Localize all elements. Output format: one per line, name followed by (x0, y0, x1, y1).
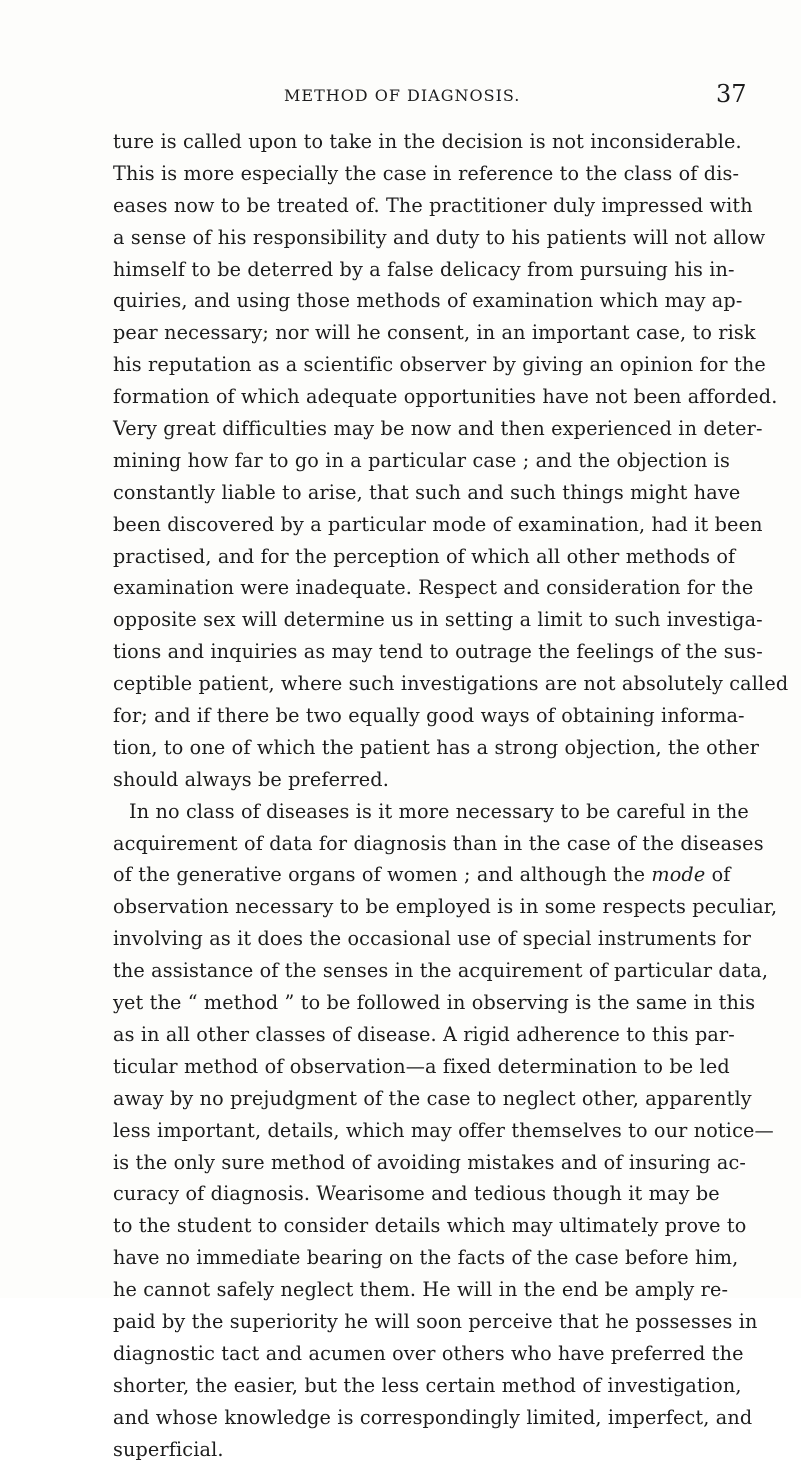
text-line: opposite sex will determine us in setting a limit to such investiga- (113, 608, 763, 632)
text-line-with-emphasis (113, 859, 731, 891)
running-head-title: METHOD OF DIAGNOSIS. (284, 86, 521, 105)
text-line: for; and if there be two equally good ways of obtaining informa- (113, 704, 745, 728)
text-line: should always be preferred. (113, 767, 389, 791)
text-line: pear necessary; nor will he consent, in an important case, to risk (113, 321, 756, 345)
text-line: involving as it does the occasional use of special instruments for (113, 927, 752, 951)
text-segment: of the generative organs of women ; and although the (113, 863, 646, 887)
text-line: curacy of diagnosis. Wearisome and tedious though it may be (113, 1182, 720, 1206)
text-line: and whose knowledge is correspondingly limited, imperfect, and (113, 1405, 753, 1429)
text-line: have no immediate bearing on the facts of the case before him, (113, 1246, 739, 1270)
running-head (0, 80, 801, 110)
text-line: less important, details, which may offer themselves to our notice— (113, 1118, 774, 1142)
body-text (113, 126, 789, 1465)
text-line: tions and inquiries as may tend to outrage the feelings of the sus- (113, 640, 763, 664)
text-line: mining how far to go in a particular case ; and the objection is (113, 448, 731, 472)
text-line: away by no prejudgment of the case to neglect other, apparently (113, 1086, 752, 1110)
text-line: constantly liable to arise, that such and such things might have (113, 480, 741, 504)
text-line: quiries, and using those methods of examination which may ap- (113, 289, 743, 313)
text-line: This is more especially the case in reference to the class of dis- (113, 161, 740, 185)
text-line: superficial. (113, 1437, 224, 1461)
text-line: to the student to consider details which may ultimately prove to (113, 1214, 747, 1238)
text-line: practised, and for the perception of which all other methods of (113, 544, 736, 568)
text-line: his reputation as a scientific observer by giving an opinion for the (113, 353, 766, 377)
emphasized-word: mode (651, 863, 706, 887)
text-line: diagnostic tact and acumen over others who have preferred the (113, 1341, 744, 1365)
text-line: as in all other classes of disease. A rigid adherence to this par- (113, 1022, 735, 1046)
text-line: tion, to one of which the patient has a strong objection, the other (113, 735, 760, 759)
text-line: acquirement of data for diagnosis than in the case of the diseases (113, 831, 764, 855)
text-line: yet the “ method ” to be followed in observing is the same in this (113, 991, 756, 1015)
text-line: eases now to be treated of. The practitioner duly impressed with (113, 193, 753, 217)
text-line: shorter, the easier, but the less certain method of investigation, (113, 1373, 742, 1397)
text-line: Very great difficulties may be now and then experienced in deter- (113, 417, 763, 441)
text-line: observation necessary to be employed is in some respects peculiar, (113, 895, 778, 919)
text-line: is the only sure method of avoiding mistakes and of insuring ac- (113, 1150, 747, 1174)
text-line: In no class of diseases is it more necessary to be careful in the (129, 799, 749, 823)
text-line: a sense of his responsibility and duty to his patients will not allow (113, 225, 766, 249)
text-segment: of (711, 863, 731, 887)
text-line: examination were inadequate. Respect and consideration for the (113, 576, 754, 600)
text-line: ture is called upon to take in the decision is not inconsiderable. (113, 130, 742, 153)
text-line: ceptible patient, where such investigations are not absolutely called (113, 672, 789, 696)
text-line: paid by the superiority he will soon perceive that he possesses in (113, 1309, 758, 1333)
text-line: ticular method of observation—a fixed determination to be led (113, 1054, 730, 1078)
text-line: the assistance of the senses in the acquirement of particular data, (113, 959, 769, 983)
text-line: been discovered by a particular mode of examination, had it been (113, 512, 763, 536)
text-line: formation of which adequate opportunities have not been afforded. (113, 385, 778, 409)
page-number: 37 (716, 80, 747, 108)
text-line: he cannot safely neglect them. He will in the end be amply re- (113, 1278, 729, 1302)
text-line: himself to be deterred by a false delicacy from pursuing his in- (113, 257, 735, 281)
